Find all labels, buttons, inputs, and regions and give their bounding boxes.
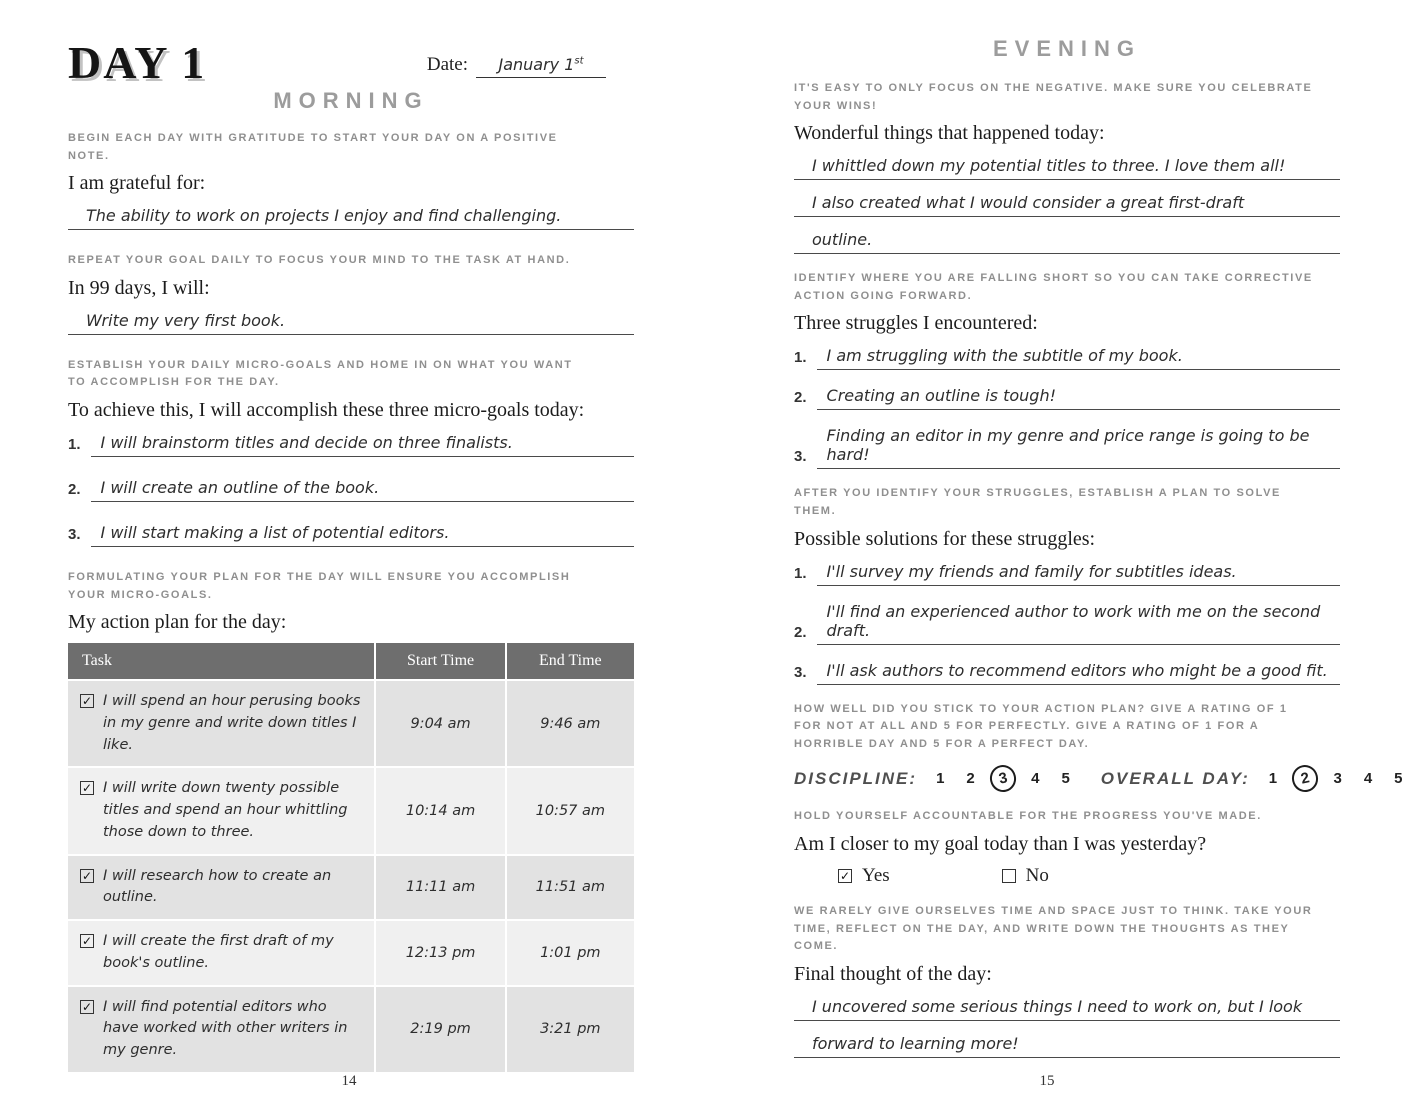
- start-time-cell: 9:04 am: [376, 681, 506, 766]
- struggle-item: [794, 424, 1340, 469]
- goal-section: [68, 252, 634, 335]
- end-time-cell: 3:21 pm: [540, 1021, 601, 1038]
- solutions-instruction: AFTER YOU IDENTIFY YOUR STRUGGLES, ESTABLISH A PLAN TO SOLVE THEM.: [794, 487, 1281, 517]
- struggle-text: I am struggling with the subtitle of my book.: [817, 344, 1340, 370]
- struggles-section: [794, 270, 1340, 469]
- start-time-cell: 2:19 pm: [376, 987, 506, 1072]
- task-text: I will research how to create an outline.: [103, 867, 332, 906]
- ratings-section: [794, 701, 1403, 793]
- task-checkbox: ✓: [81, 868, 93, 883]
- accountability-prompt: Am I closer to my goal today than I was yesterday?: [794, 832, 1207, 855]
- day-title: DAY 1: [68, 37, 207, 88]
- struggles-prompt: Three struggles I encountered:: [794, 312, 1038, 335]
- task-cell: [68, 987, 376, 1072]
- discipline-rating-2: 2: [966, 770, 975, 788]
- end-time-cell: 11:51 am: [535, 879, 606, 896]
- goal-answer: Write my very first book.: [68, 309, 634, 335]
- table-row: [68, 766, 634, 853]
- item-number: 3.: [794, 663, 807, 681]
- wins-line: I whittled down my potential titles to three. I love them all!: [794, 154, 1340, 180]
- task-cell: [68, 681, 376, 766]
- micro-goal-text: I will start making a list of potential editors.: [91, 521, 634, 547]
- item-number: 2.: [794, 389, 807, 407]
- final-thought-line: I uncovered some serious things I need to work on, but I look: [794, 995, 1340, 1021]
- end-time-cell: 10:57 am: [535, 803, 606, 820]
- no-label: No: [1025, 864, 1049, 886]
- task-cell: [68, 856, 376, 920]
- page-number-right: 15: [1039, 1073, 1055, 1089]
- table-body: [68, 679, 634, 1072]
- task-checkbox: ✓: [81, 694, 93, 709]
- page-left: [0, 0, 698, 1116]
- date-label: Date:: [426, 54, 468, 75]
- date-field: [427, 54, 606, 78]
- micro-goals-prompt: To achieve this, I will accomplish these three micro-goals today:: [68, 398, 585, 421]
- final-thought-section: [794, 903, 1340, 1058]
- table-row: [68, 679, 634, 766]
- accountability-options: [794, 865, 1340, 887]
- evening-section-title: EVENING: [992, 36, 1142, 61]
- accountability-instruction: HOLD YOURSELF ACCOUNTABLE FOR THE PROGRESS YOU'VE MADE.: [794, 810, 1262, 823]
- task-cell: [68, 921, 376, 985]
- overall-rating-4: 4: [1363, 770, 1373, 788]
- discipline-rating-4: 4: [1031, 770, 1040, 788]
- micro-goal-text: I will brainstorm titles and decide on three finalists.: [91, 431, 634, 457]
- ratings-instruction: HOW WELL DID YOU STICK TO YOUR ACTION PLAN? GIVE A RATING OF 1 FOR NOT AT ALL AND 5 FOR PERFECTLY. GIVE A RATING OF 1 FOR A HORRIBLE DAY AND 5 FOR A PERFECT DAY.: [794, 702, 1288, 750]
- column-header-start-time: Start Time: [376, 643, 506, 679]
- solution-item: [794, 560, 1340, 586]
- table-header-row: [68, 643, 634, 679]
- struggle-text: Creating an outline is tough!: [817, 384, 1340, 410]
- start-time-cell: 10:14 am: [376, 768, 506, 853]
- action-plan-section: [68, 569, 634, 1072]
- date-handwriting: January 1: [498, 55, 575, 74]
- solution-item: [794, 659, 1340, 685]
- wins-line: outline.: [794, 228, 1340, 254]
- discipline-label: DISCIPLINE:: [794, 768, 918, 788]
- overall-day-label: OVERALL DAY:: [1100, 768, 1250, 788]
- struggles-instruction: IDENTIFY WHERE YOU ARE FALLING SHORT SO YOU CAN TAKE CORRECTIVE ACTION GOING FORWARD.: [794, 272, 1313, 302]
- task-cell: [68, 768, 376, 853]
- solution-item: [794, 600, 1340, 645]
- page-right: [698, 0, 1403, 1116]
- overall-rating-2: 2: [1290, 763, 1321, 795]
- yes-option: [838, 865, 890, 887]
- item-number: 2.: [794, 623, 807, 641]
- micro-goal-item: [68, 476, 634, 502]
- micro-goal-item: [68, 521, 634, 547]
- gratitude-section: [68, 130, 634, 230]
- overall-rating-5: 5: [1394, 770, 1403, 788]
- final-thought-instruction: WE RARELY GIVE OURSELVES TIME AND SPACE JUST TO THINK. TAKE YOUR TIME, REFLECT ON THE DAY, AND WRITE DOWN THE THOUGHTS AS THEY COME.: [794, 904, 1313, 953]
- task-checkbox: ✓: [81, 781, 93, 796]
- wins-line: I also created what I would consider a great first-draft: [794, 191, 1340, 217]
- struggle-item: [794, 344, 1340, 370]
- micro-goal-text: I will create an outline of the book.: [91, 476, 634, 502]
- yes-label: Yes: [862, 864, 890, 886]
- yes-checkbox: ✓: [839, 868, 851, 883]
- solutions-section: [794, 485, 1340, 684]
- overall-rating-3: 3: [1333, 770, 1342, 788]
- start-time-cell: 11:11 am: [376, 856, 506, 920]
- item-number: 1.: [794, 349, 807, 367]
- discipline-rating-1: 1: [936, 770, 945, 788]
- struggle-text: Finding an editor in my genre and price range is going to be hard!: [817, 424, 1340, 469]
- solution-text: I'll ask authors to recommend editors who might be a good fit.: [817, 659, 1340, 685]
- task-text: I will find potential editors who have worked with other writers in my genre.: [103, 998, 348, 1059]
- page-header: [68, 37, 634, 88]
- wins-instruction: IT'S EASY TO ONLY FOCUS ON THE NEGATIVE. MAKE SURE YOU CELEBRATE YOUR WINS!: [794, 82, 1313, 112]
- wins-prompt: Wonderful things that happened today:: [794, 122, 1105, 145]
- accountability-section: [794, 808, 1340, 887]
- gratitude-prompt: I am grateful for:: [68, 172, 206, 195]
- table-row: [68, 919, 634, 985]
- goal-prompt: In 99 days, I will:: [68, 276, 210, 299]
- micro-goals-instruction: ESTABLISH YOUR DAILY MICRO-GOALS AND HOME IN ON WHAT YOU WANT TO ACCOMPLISH FOR THE DAY.: [68, 358, 573, 389]
- action-plan-prompt: My action plan for the day:: [68, 611, 287, 634]
- task-text: I will create the first draft of my book's outline.: [103, 933, 334, 971]
- gratitude-instruction: BEGIN EACH DAY WITH GRATITUDE TO START YOUR DAY ON A POSITIVE NOTE.: [68, 132, 558, 162]
- date-suffix: st: [574, 55, 584, 67]
- micro-goals-section: [68, 357, 634, 547]
- overall-rating-1: 1: [1268, 770, 1278, 788]
- goal-instruction: REPEAT YOUR GOAL DAILY TO FOCUS YOUR MIND TO THE TASK AT HAND.: [68, 254, 571, 267]
- discipline-rating-3: 3: [987, 763, 1018, 795]
- struggle-item: [794, 384, 1340, 410]
- item-number: 3.: [794, 448, 807, 466]
- solution-text: I'll survey my friends and family for subtitles ideas.: [817, 560, 1340, 586]
- wins-section: [794, 80, 1340, 254]
- no-option: [1002, 865, 1049, 887]
- item-number: 1.: [794, 564, 807, 582]
- task-text: I will spend an hour perusing books in my genre and write down titles I like.: [103, 693, 361, 753]
- column-header-task: Task: [68, 643, 376, 679]
- no-checkbox: [1002, 869, 1016, 883]
- column-header-end-time: End Time: [538, 652, 602, 670]
- solution-text: I'll find an experienced author to work with me on the second draft.: [817, 600, 1340, 645]
- task-text: I will write down twenty possible titles and spend an hour whittling those down to three.: [103, 780, 348, 840]
- action-plan-instruction: FORMULATING YOUR PLAN FOR THE DAY WILL ENSURE YOU ACCOMPLISH YOUR MICRO-GOALS.: [68, 570, 571, 601]
- table-row: [68, 985, 634, 1072]
- solutions-prompt: Possible solutions for these struggles:: [794, 527, 1096, 550]
- task-checkbox: ✓: [81, 999, 93, 1014]
- item-number: 1.: [68, 435, 81, 453]
- end-time-cell: 1:01 pm: [540, 944, 601, 961]
- discipline-rating-5: 5: [1061, 770, 1070, 788]
- gratitude-answer: The ability to work on projects I enjoy and find challenging.: [68, 204, 634, 230]
- final-thought-prompt: Final thought of the day:: [794, 962, 992, 985]
- final-thought-line: forward to learning more!: [794, 1032, 1340, 1058]
- page-number-left: 14: [341, 1073, 357, 1089]
- micro-goal-item: [68, 431, 634, 457]
- start-time-cell: 12:13 pm: [376, 921, 506, 985]
- ratings-row: [794, 765, 1403, 792]
- task-checkbox: ✓: [81, 934, 93, 949]
- end-time-cell: 9:46 am: [540, 715, 601, 732]
- item-number: 2.: [68, 480, 81, 498]
- action-plan-table: [68, 643, 634, 1072]
- morning-section-title: MORNING: [273, 88, 429, 113]
- date-value: [476, 55, 606, 78]
- item-number: 3.: [68, 525, 81, 543]
- table-row: [68, 854, 634, 920]
